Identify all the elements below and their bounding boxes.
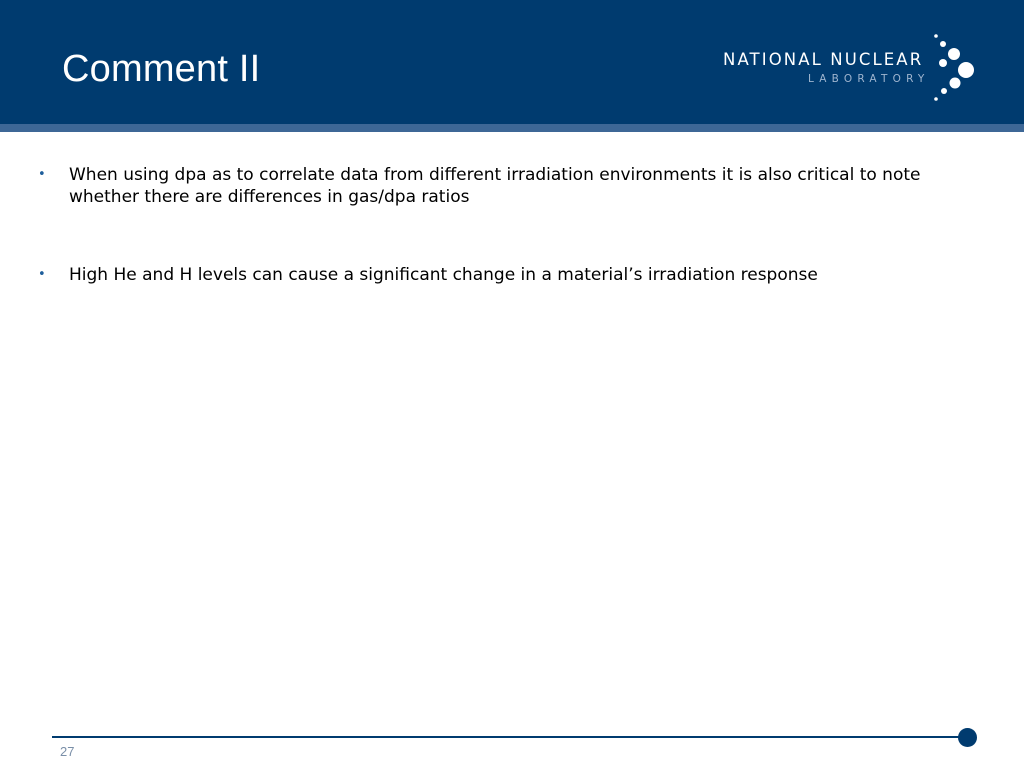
slide-title: Comment II — [62, 48, 261, 90]
bullet-marker: • — [38, 167, 46, 182]
footer-divider — [52, 736, 964, 738]
bullet-marker: • — [38, 267, 46, 282]
page-number: 27 — [60, 744, 75, 759]
bullet-text: High He and H levels can cause a significant change in a material’s irradiation response — [69, 265, 818, 285]
bullet-text: When using dpa as to correlate data from different irradiation environments it is also critical to note whether there are differences in gas/dpa ratios — [69, 165, 921, 207]
logo-text-line1: NATIONAL NUCLEAR — [723, 50, 924, 69]
footer-dot-icon — [958, 728, 977, 747]
logo-text-line2: LABORATORY — [808, 73, 930, 85]
